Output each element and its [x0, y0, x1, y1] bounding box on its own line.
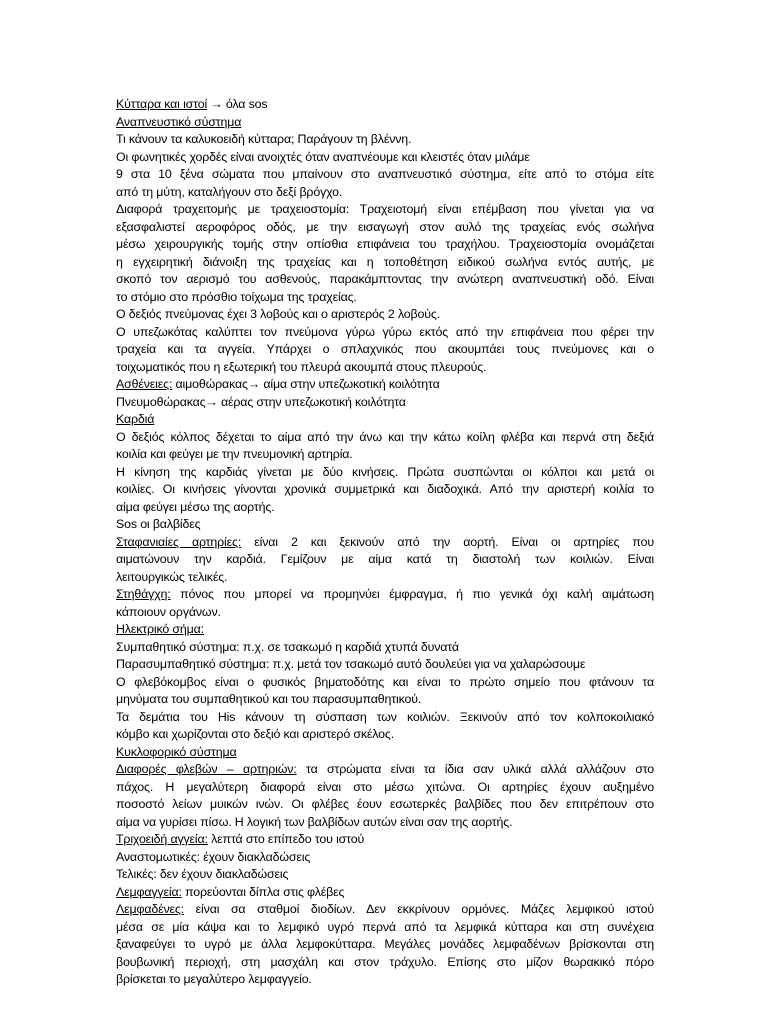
doc-text: τα στρώματα είναι τα ίδια σαν υλικά αλλά αλλάζουν στο [296, 762, 654, 776]
doc-line: κόμβο και χωρίζονται στο δεξιό και αριστερό σκέλος. [116, 727, 394, 741]
doc-line: σκοπό τον αερισμό του ασθενούς, παρακάμπτοντας την ανώτερη αναπνευστική οδό. Είναι [116, 272, 654, 286]
doc-line: η εγχειρητική διάνοιξη της τραχείας και η τοποθέτηση ειδικού σωλήνα εντός αυτής, με [116, 254, 654, 269]
doc-text: πορεύονται δίπλα στις φλέβες [181, 884, 345, 899]
doc-line: ποσοστό λείων μυικών ινών. Οι φλέβες έουν εσωτερκές βαλβίδες που δεν επιτρέπουν στο [116, 797, 654, 811]
heading-heart: Καρδιά [116, 412, 155, 426]
label-lymph-nodes: Λεμφαδένες: [116, 902, 185, 916]
doc-line: από τη μύτη, καταλήγουν στο δεξί βρόγχο. [116, 184, 343, 199]
doc-line: Η κίνηση της καρδιάς γίνεται με δύο κινήσεις. Πρώτα συσπώνται οι κόλποι και μετά οι [116, 464, 654, 479]
doc-line: Ο δεξιός κόλπος δέχεται το αίμα από την άνω και την κάτω κοίλη φλέβα και περνά στη δεξιά [116, 429, 654, 444]
doc-line: αίμα φεύγει μέσω της αορτής. [116, 499, 275, 514]
doc-text: αιμοθώρακας→ αίμα στην υπεζωκοτική κοιλότητα [172, 377, 440, 391]
doc-line: Τα δεμάτια του His κάνουν τη σύσπαση των κοιλιών. Ξεκινούν από τον κολποκοιλιακό [116, 709, 654, 724]
doc-line [116, 901, 654, 919]
doc-line: βρίσκεται το μεγαλύτερο λεμφαγγείο. [116, 972, 312, 986]
doc-line: Ο φλεβόκομβος είναι ο φυσικός βηματοδότης και είναι το πρώτο σημείο που φτάνουν τα [116, 674, 654, 689]
label-diseases: Ασθένειες: [116, 377, 173, 391]
doc-line: Συμπαθητικό σύστημα: π.χ. σε τσακωμό η καρδιά χτυπά δυνατά [116, 639, 459, 654]
doc-text: είναι σα σταθμοί διοδίων. Δεν εκκρίνουν ορμόνες. Μάζες λεμφικού ιστού [184, 902, 654, 916]
doc-line: Πνευμοθώρακας→ αέρας στην υπεζωκοτική κοιλότητα [116, 394, 406, 409]
doc-line: Οι φωνητικές χορδές είναι ανοιχτές όταν αναπνέουμε και κλειστές όταν μιλάμε [116, 149, 530, 164]
label-lymph-vessels: Λεμφαγγεία: [116, 884, 182, 899]
doc-line [116, 586, 654, 604]
doc-line: μέσα σε μία κάψα και το λεμφικό υγρό περνά από τα λεμφικά κύτταρα και στη συνέχεια [116, 919, 654, 934]
document-body [116, 96, 654, 989]
doc-line [116, 884, 654, 902]
doc-line: κοιλία και φεύγει με την πνευμονική αρτηρία. [116, 447, 353, 461]
doc-line: πάχος. Η μεγαλύτερη διαφορά είναι στο μέσω χιτώνα. Οι αρτηρίες έχουν αυξημένο [116, 779, 654, 794]
doc-line: βουβωνική περιοχή, στη μασχάλη και στον τράχυλο. Επίσης στο μίζον θωρακικό πόρο [116, 954, 654, 969]
doc-line: μηνύματα του συμπαθητικού και του παρασυμπαθητικού. [116, 692, 422, 706]
heading-electrical-signal: Ηλεκτρικό σήμα: [116, 622, 204, 636]
doc-line: Αναστομωτικές: έχουν διακλαδώσεις [116, 849, 311, 864]
doc-line [116, 831, 654, 849]
doc-line: τοιχωματικός που η εξωτερική του πλευρά ακουμπά στους πλευρούς. [116, 359, 487, 374]
doc-line: κάποιουν οργάνων. [116, 604, 221, 619]
label-veins-arteries-differences: Διαφορές φλεβών – αρτηριών: [116, 762, 297, 776]
doc-line: μέσω χειρουργικής τομής στην οπίσθια επιφάνεια του τραχήλου. Τραχειοστομία ονομάζεται [116, 237, 654, 251]
doc-line [116, 621, 654, 639]
doc-line: τραχεία και τα αγγεία. Υπάρχει ο σπλαχνικός που ακουμπάει τους πνεύμονες και ο [116, 342, 654, 356]
doc-line: Παρασυμπαθητικό σύστημα: π.χ. μετά τον τσακωμό αυτό δουλεύει για να χαλαρώσουμε [116, 657, 586, 671]
doc-line: εξασφαλιστεί αεροφόρος οδός, με την εισαγωγή στον αυλό της τραχείας ενός σωλήνα [116, 219, 654, 234]
doc-line: Ο υπεζωκότας καλύπτει τον πνεύμονα γύρω γύρω εκτός από την επιφάνεια που φέρει την [116, 324, 654, 339]
heading-circulatory-system: Κυκλοφορικό σύστημα [116, 744, 237, 759]
doc-line: Sos οι βαλβίδες [116, 517, 201, 531]
doc-line: Τελικές: δεν έχουν διακλαδώσεις [116, 867, 289, 881]
doc-line [116, 411, 654, 429]
doc-line: Διαφορά τραχειτομής με τραχειοστομία: Τραχειοτομή είναι επέμβαση που γίνεται για να [116, 202, 654, 216]
doc-line [116, 376, 654, 394]
doc-line: αιματώνουν την καρδιά. Γεμίζουν με αίμα κατά τη διαστολή των κοιλιών. Είναι [116, 552, 654, 566]
doc-line: αίμα να γυρίσει πίσω. Η λογική των βαλβίδων αυτών είναι σαν της αορτής. [116, 814, 513, 829]
doc-line: ξαναφεύγει το υγρό με άλλα λεμφοκύτταρα. Μεγάλες μονάδες λεμφαδένων βρίσκονται στη [116, 937, 654, 951]
note-text: → όλα sos [207, 97, 268, 111]
doc-text: είναι 2 και ξεκινούν από την αορτή. Είναι οι αρτηρίες που [241, 534, 654, 549]
doc-line [116, 761, 654, 779]
doc-line: 9 στα 10 ξένα σώματα που μπαίνουν στο αναπνευστικό σύστημα, είτε από το στόμα είτε [116, 167, 654, 181]
heading-cells-tissues: Κύτταρα και ιστοί [116, 97, 208, 111]
heading-respiratory-system: Αναπνευστικό σύστημα [116, 114, 242, 129]
label-capillaries: Τριχοειδή αγγεία: [116, 832, 208, 846]
doc-line [116, 114, 654, 132]
doc-line [116, 96, 654, 114]
label-angina: Στηθάγχη: [116, 587, 171, 601]
doc-line: κοιλίες. Οι κινήσεις γίνονται χρονικά συμμετρικά και διαδοχικά. Από την αριστερή κοιλία το [116, 482, 654, 496]
doc-text: λεπτά στο επίπεδο του ιστού [207, 832, 365, 846]
doc-line: Τι κάνουν τα καλυκοειδή κύτταρα; Παράγουν τη βλέννη. [116, 132, 412, 146]
doc-text: πόνος που μπορεί να προμηνύει έμφραγμα, ή πιο γενικά όχι καλή αιμάτωση [170, 587, 654, 601]
doc-line: λειτουργικώς τελικές. [116, 569, 228, 584]
doc-line: Ο δεξιός πνεύμονας έχει 3 λοβούς και ο αριστερός 2 λοβούς. [116, 307, 441, 321]
doc-line [116, 534, 654, 552]
doc-line [116, 744, 654, 762]
label-coronary-arteries: Σταφανιαίες αρτηρίες: [116, 534, 242, 549]
doc-line: το στόμιο στο πρόσθιο τοίχωμα της τραχείας. [116, 289, 357, 304]
